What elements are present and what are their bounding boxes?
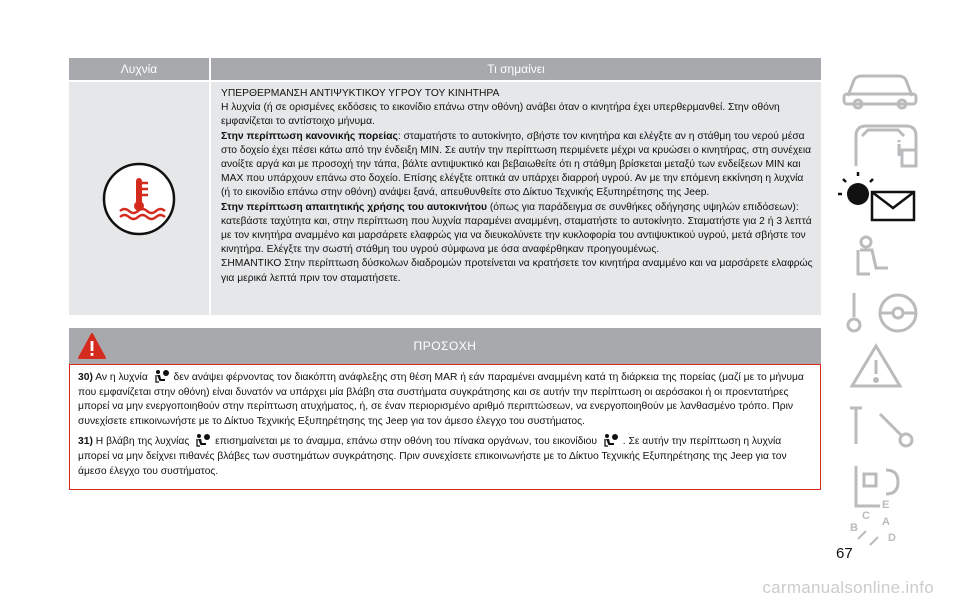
warning-title-label: ΠΡΟΣΟΧΗ bbox=[413, 339, 477, 353]
tab-maintenance[interactable] bbox=[836, 398, 960, 458]
note-31-text-c: . Σε αυτήν την περίπτωση η λυχνία μπορεί να μην δείχνει πιθανές βλάβες των συστημάτων συγκράτησης. Πριν συνεχίσετε επικοινωνήστε με το Δίκτυο Τεχνικής Εξυπηρέτησης της Jeep για τον άμεσο έλεγχο του συστήματος. bbox=[78, 436, 787, 477]
tab-vehicle[interactable] bbox=[836, 58, 960, 118]
description-cell bbox=[211, 82, 821, 315]
normal-driving-text: : σταματήστε το αυτοκίνητο, σβήστε τον κινητήρα και ελέγξτε αν η στάθμη του νερού μέσα στο δοχείο έχει πέσει κάτω από την ένδειξη MIN. Σε αυτήν την περίπτωση περιμένετε μέχρι να κρυώσει ο κινητήρας, στη συνέχεια ανοίξτε αργά και με προσοχή την τάπα, βάλτε αντιψυκτικό και βεβαιωθείτε ότι η στάθμη βρίσκεται μεταξύ των ενδείξεων MIN και MAX που υπάρχουν επάνω στο δοχείο. Επίσης ελέγξτε οπτικά αν υπάρχει διαρροή υγρού. Αν με την επόμενη εκκίνηση η λυχνία (ή το εικονίδιο επάνω στην οθόνη) ανάψει ξανά, απευθυνθείτε στο Δίκτυο Τεχνικής Εξυπηρέτησης της Jeep. bbox=[221, 130, 812, 199]
tab-safety[interactable] bbox=[836, 228, 960, 288]
tab-emergency[interactable] bbox=[836, 340, 960, 400]
warning-lights-table bbox=[69, 58, 821, 315]
table-row bbox=[69, 82, 821, 315]
index-letter-a: A bbox=[882, 516, 890, 528]
demanding-use-label: Στην περίπτωση απαιτητικής χρήσης του αυτοκινήτου bbox=[221, 201, 487, 213]
svg-text:i: i bbox=[896, 136, 903, 161]
header-meaning: Τι σημαίνει bbox=[211, 58, 821, 80]
emergency-icon bbox=[836, 340, 960, 400]
index-letter-b: B bbox=[850, 522, 858, 534]
airbag-icon bbox=[194, 433, 210, 447]
airbag-icon bbox=[153, 369, 169, 383]
important-note: ΣΗΜΑΝΤΙΚΟ Στην περίπτωση δύσκολων διαδρομών προτείνεται να κρατήσετε τον κινητήρα αναμμένο και να μαρσάρετε ελαφρώς για μερικά λεπτά πριν τον σταματήσετε. bbox=[221, 258, 813, 284]
warning-body bbox=[69, 364, 821, 490]
icon-cell bbox=[69, 82, 209, 315]
tab-warning-lights[interactable] bbox=[836, 170, 960, 222]
index-letter-c: C bbox=[862, 510, 870, 522]
tab-starting-driving[interactable] bbox=[836, 283, 960, 343]
note-31 bbox=[78, 433, 812, 479]
tab-index[interactable] bbox=[836, 493, 960, 545]
airbag-icon bbox=[602, 433, 618, 447]
dashboard-car-icon bbox=[836, 116, 960, 176]
coolant-temperature-icon bbox=[101, 161, 177, 237]
wrench-icon bbox=[836, 398, 960, 458]
watermark-footer: carmanualsonline.info bbox=[762, 578, 934, 597]
safety-icon bbox=[836, 228, 960, 288]
index-letters-icon bbox=[836, 493, 960, 549]
table-header bbox=[69, 58, 821, 80]
index-letter-d: D bbox=[888, 532, 896, 544]
warning-lights-icon bbox=[836, 170, 960, 226]
tab-dashboard[interactable] bbox=[836, 116, 960, 176]
normal-driving-paragraph bbox=[221, 130, 813, 201]
note-30-text-a: Αν η λυχνία bbox=[95, 372, 148, 383]
car-icon bbox=[836, 58, 960, 118]
note-31-number: 31) bbox=[78, 436, 93, 448]
warning-title: ΥΠΕΡΘΕΡΜΑΝΣΗ ΑΝΤΙΨΥΚΤΙΚΟΥ ΥΓΡΟΥ ΤΟΥ ΚΙΝΗΤΗΡΑ bbox=[221, 88, 500, 99]
header-light: Λυχνία bbox=[69, 58, 209, 80]
page-number: 67 bbox=[836, 545, 853, 562]
note-31-text-a: Η βλάβη της λυχνίας bbox=[95, 436, 190, 448]
note-30 bbox=[78, 369, 812, 429]
note-30-text-b: δεν ανάψει φέρνοντας τον διακόπτη ανάφλεξης στη θέση MAR ή εάν παραμένει αναμμένη κατά τη διάρκεια της πορείας (μαζί με το μήνυμα που εμφανίζεται στην οθόνη) είναι δυνατόν να υπάρχει μία βλάβη στα συστήματα συγκράτησης και σε αυτήν την περίπτωση οι αερόσακοι ή οι προεντατήρες μπορεί να μην ενεργοποιηθούν στην περίπτωση ατυχήματος, ή, σε έναν περιορισμένο αριθμό περιπτώσεων, να ενεργοποιηθούν με λανθασμένο τρόπο. Πριν συνεχίσετε επικοινωνήστε με το Δίκτυο Τεχνικής Εξυπηρέτησης της Jeep για τον άμεσο έλεγχο του συστήματος. bbox=[78, 372, 804, 427]
warning-header bbox=[69, 328, 821, 364]
note-30-number: 30) bbox=[78, 372, 93, 383]
demanding-use-text: (όπως για παράδειγμα σε συνθήκες οδήγησης υψηλών επιδόσεων): κατεβάστε ταχύτητα και, στην περίπτωση που λυχνία παραμένει αναμμένη, σταματήστε το αυτοκίνητο. Σταματήστε για 2 ή 3 λεπτά με τον κινητήρα αναμμένο και μαρσάρετε ελαφρώς για να διευκολύνετε την κυκλοφορία του αντιψυκτικού υγρού, μετά σβήστε τον κινητήρα. Ελέγξτε την σωστή στάθμη του υγρού σύμφωνα με όσα αναφέρθηκαν προηγουμένως. bbox=[221, 201, 812, 256]
normal-driving-label: Στην περίπτωση κανονικής πορείας bbox=[221, 130, 398, 142]
key-steering-icon bbox=[836, 283, 960, 343]
intro-text: Η λυχνία (ή σε ορισμένες εκδόσεις το εικονίδιο επάνω στην οθόνη) ανάβει όταν ο κινητήρα έχει υπερθερμανθεί. Στην οθόνη εμφανίζεται το αντίστοιχο μήνυμα. bbox=[221, 102, 780, 128]
demanding-use-paragraph bbox=[221, 201, 813, 258]
index-letter-e: E bbox=[882, 499, 890, 511]
note-31-text-b: επισημαίνεται με το άναμμα, επάνω στην οθόνη του πίνακα οργάνων, του εικονίδιου bbox=[215, 436, 598, 448]
